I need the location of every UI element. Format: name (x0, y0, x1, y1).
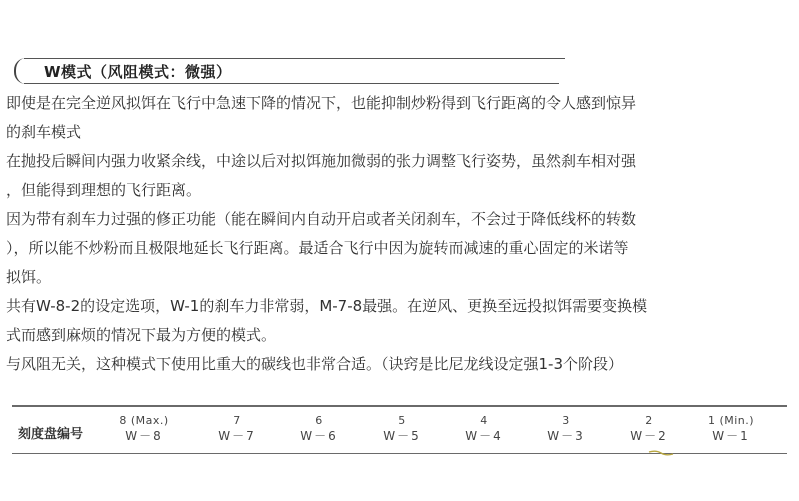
dial-column (696, 414, 766, 444)
body-line: ），所以能不炒粉而且极限地延长飞行距离。最适合飞行中因为旋转而减速的重心固定的米诺等 (6, 239, 629, 257)
dial-column (531, 414, 601, 444)
body-line: 与风阻无关，这种模式下使用比重大的碳线也非常合适。（诀窍是比尼龙线设定强1-3个阶段） (6, 355, 624, 373)
dial-code: W－7 (218, 429, 256, 443)
dial-code: W－4 (465, 429, 503, 443)
dial-column (109, 414, 179, 444)
dial-number: 8 (Max.) (119, 414, 169, 427)
dial-code: W－3 (547, 429, 585, 443)
section-header (14, 58, 559, 84)
body-line: 共有W-8-2的设定选项，W-1的刹车力非常弱，M-7-8最强。在逆风、更换至远投拟饵需要变换模 (6, 297, 648, 315)
dial-code: W－5 (383, 429, 421, 443)
header-bracket (14, 58, 28, 84)
body-line: 在抛投后瞬间内强力收紧余线，中途以后对拟饵施加微弱的张力调整飞行姿势，虽然刹车相对强 (6, 152, 637, 170)
header-top-rule (24, 58, 565, 59)
dial-number: 4 (480, 414, 488, 427)
body-line: ，但能得到理想的飞行距离。 (6, 181, 202, 199)
section-title: W模式（风阻模式：微强） (44, 63, 232, 81)
body-line: 因为带有刹车力过强的修正功能（能在瞬间内自动开启或者关闭刹车，不会过于降低线杯的转数 (6, 210, 637, 228)
dial-column (614, 414, 684, 444)
dial-column (202, 414, 272, 444)
dial-number: 6 (315, 414, 323, 427)
body-line: 的刹车模式 (6, 123, 82, 141)
table-top-rule (12, 405, 787, 407)
dial-code: W－2 (630, 429, 668, 443)
body-line: 即使是在完全逆风拟饵在飞行中急速下降的情况下，也能抑制炒粉得到飞行距离的令人感到惊异 (6, 94, 637, 112)
dial-column (284, 414, 354, 444)
dial-number: 5 (398, 414, 406, 427)
dial-number: 2 (645, 414, 653, 427)
dial-column (449, 414, 519, 444)
dial-code: W－6 (300, 429, 338, 443)
body-line: 式而感到麻烦的情况下最为方便的模式。 (6, 326, 277, 344)
dial-number: 1 (Min.) (707, 414, 755, 427)
header-bottom-rule (24, 83, 559, 84)
body-line: 拟饵。 (6, 268, 52, 286)
dial-column (367, 414, 437, 444)
dial-number: 7 (233, 414, 241, 427)
dial-code: W－8 (125, 429, 163, 443)
dial-code: W－1 (712, 429, 750, 443)
scribble-mark-icon (648, 449, 674, 457)
dial-setting-table (12, 405, 787, 461)
dial-number: 3 (562, 414, 570, 427)
dial-label: 刻度盘编号 (18, 427, 84, 442)
